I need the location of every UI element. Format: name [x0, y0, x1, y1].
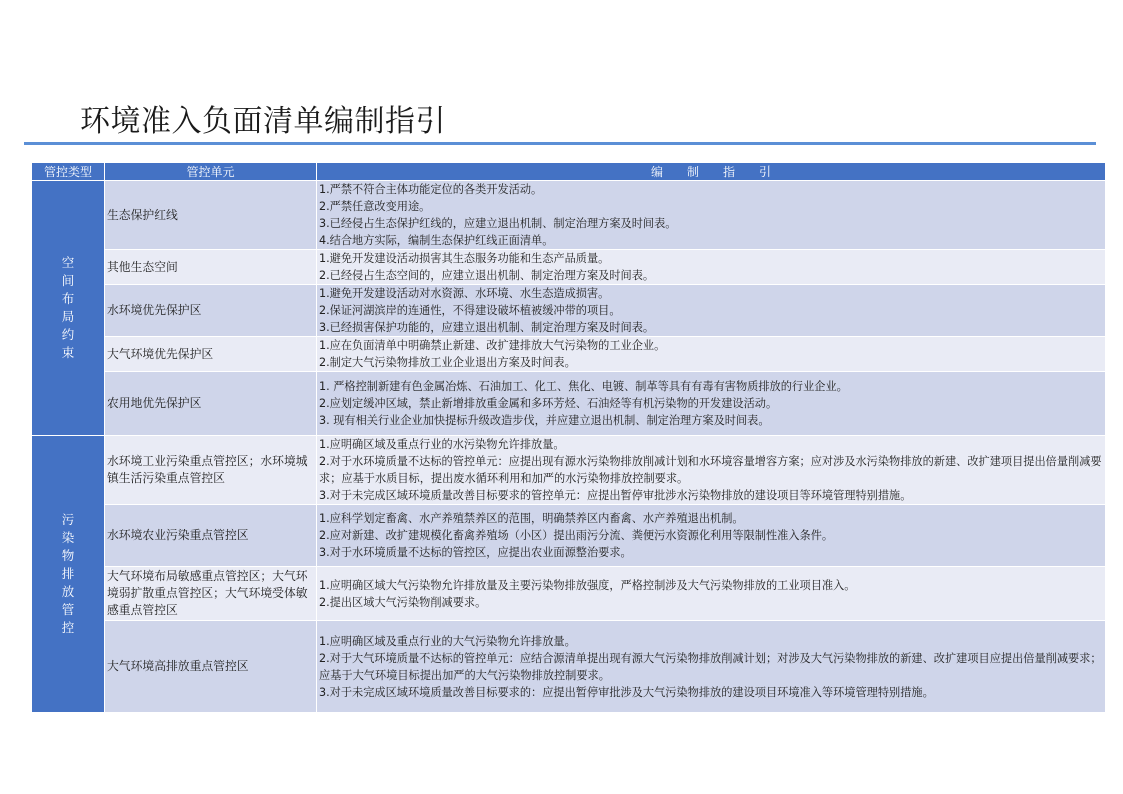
- guide-line: 1.避免开发建设活动损害其生态服务功能和生态产品质量。: [319, 252, 610, 265]
- guide-line: 2.已经侵占生态空间的，应建立退出机制、制定治理方案及时间表。: [319, 269, 655, 282]
- guide-cell: [317, 250, 1106, 285]
- page-title: 环境准入负面清单编制指引: [80, 104, 446, 139]
- category-label: 空间布局约束: [61, 255, 75, 360]
- negative-list-table: [31, 162, 1106, 713]
- unit-cell: 水环境优先保护区: [105, 285, 317, 337]
- table-row: [32, 337, 1106, 372]
- unit-cell: 水环境农业污染重点管控区: [105, 505, 317, 567]
- guide-line: 1.应科学划定畜禽、水产养殖禁养区的范围，明确禁养区内畜禽、水产养殖退出机制。: [319, 512, 744, 525]
- guide-line: 2.提出区域大气污染物削减要求。: [319, 595, 487, 609]
- guide-cell: [317, 285, 1106, 337]
- category-label: 污染物排放管控: [61, 512, 75, 635]
- guide-line: 4.结合地方实际，编制生态保护红线正面清单。: [319, 234, 554, 247]
- guide-line: 1.严禁不符合主体功能定位的各类开发活动。: [319, 183, 543, 196]
- guide-cell: [317, 436, 1106, 505]
- guide-line: 2.严禁任意改变用途。: [319, 200, 431, 213]
- guide-line: 1.避免开发建设活动对水资源、水环境、水生态造成损害。: [319, 287, 610, 300]
- unit-cell: 其他生态空间: [105, 250, 317, 285]
- table-header-row: [32, 163, 1106, 181]
- guide-line: 2.制定大气污染物排放工业企业退出方案及时间表。: [319, 356, 576, 369]
- guide-cell: [317, 621, 1106, 713]
- guide-line: 3.已经损害保护功能的，应建立退出机制、制定治理方案及时间表。: [319, 321, 655, 334]
- table-row: [32, 621, 1106, 713]
- guide-line: 3.对于未完成区域环境质量改善目标要求的管控单元：应提出暂停审批涉水污染物排放的建设项目等环境管理特别措施。: [319, 489, 912, 502]
- guide-line: 2.应对新建、改扩建规模化畜禽养殖场（小区）提出雨污分流、粪便污水资源化利用等限制性准入条件。: [319, 529, 834, 542]
- table-row: [32, 285, 1106, 337]
- table-row: [32, 567, 1106, 621]
- guide-line: 3.已经侵占生态保护红线的，应建立退出机制、制定治理方案及时间表。: [319, 217, 677, 230]
- guide-line: 1.应明确区域及重点行业的水污染物允许排放量。: [319, 438, 565, 451]
- header-guide: 编 制 指 引: [317, 163, 1106, 181]
- guide-line: 2.应划定缓冲区域，禁止新增排放重金属和多环芳烃、石油烃等有机污染物的开发建设活动。: [319, 397, 778, 410]
- guide-line: 1. 严格控制新建有色金属冶炼、石油加工、化工、焦化、电镀、制革等具有有毒有害物质排放的行业企业。: [319, 380, 848, 393]
- title-underline: [24, 142, 1096, 145]
- header-control-type: 管控类型: [32, 163, 105, 181]
- table-row: [32, 436, 1106, 505]
- category-cell: [32, 436, 105, 713]
- guide-line: 1.应在负面清单中明确禁止新建、改扩建排放大气污染物的工业企业。: [319, 339, 666, 352]
- guide-line: 3. 现有相关行业企业加快提标升级改造步伐，并应建立退出机制、制定治理方案及时间表。: [319, 414, 770, 427]
- guide-line: 2.对于水环境质量不达标的管控单元：应提出现有源水污染物排放削减计划和水环境容量增容方案；应对涉及水污染物排放的新建、改扩建项目提出倍量削减要求；应基于水质目标，提出废水循环利用和加严的水污染物排放控制要求。: [319, 455, 1102, 485]
- guide-cell: [317, 337, 1106, 372]
- guide-line: 3.对于水环境质量不达标的管控区，应提出农业面源整治要求。: [319, 546, 632, 559]
- guide-line: 1.应明确区域大气污染物允许排放量及主要污染物排放强度，严格控制涉及大气污染物排放的工业项目准入。: [319, 578, 856, 592]
- guide-line: 2.对于大气环境质量不达标的管控单元：应结合源清单提出现有源大气污染物排放削减计划；对涉及大气污染物排放的新建、改扩建项目应提出倍量削减要求；应基于大气环境目标提出加严的大气污染物排放控制要求。: [319, 651, 1102, 682]
- table-row: [32, 181, 1106, 250]
- table-row: [32, 372, 1106, 436]
- unit-cell: 大气环境高排放重点管控区: [105, 621, 317, 713]
- guide-cell: [317, 372, 1106, 436]
- guide-line: 2.保证河湖滨岸的连通性，不得建设破坏植被缓冲带的项目。: [319, 304, 621, 317]
- table-row: [32, 505, 1106, 567]
- header-control-unit: 管控单元: [105, 163, 317, 181]
- guide-cell: [317, 505, 1106, 567]
- unit-cell: 生态保护红线: [105, 181, 317, 250]
- guide-line: 1.应明确区域及重点行业的大气污染物允许排放量。: [319, 634, 576, 648]
- guide-cell: [317, 567, 1106, 621]
- table-row: [32, 250, 1106, 285]
- guide-line: 3.对于未完成区域环境质量改善目标要求的：应提出暂停审批涉及大气污染物排放的建设项目环境准入等环境管理特别措施。: [319, 685, 934, 699]
- category-cell: [32, 181, 105, 436]
- unit-cell: 大气环境优先保护区: [105, 337, 317, 372]
- unit-cell: 农用地优先保护区: [105, 372, 317, 436]
- unit-cell: 大气环境布局敏感重点管控区；大气环境弱扩散重点管控区；大气环境受体敏感重点管控区: [105, 567, 317, 621]
- unit-cell: 水环境工业污染重点管控区；水环境城镇生活污染重点管控区: [105, 436, 317, 505]
- guide-cell: [317, 181, 1106, 250]
